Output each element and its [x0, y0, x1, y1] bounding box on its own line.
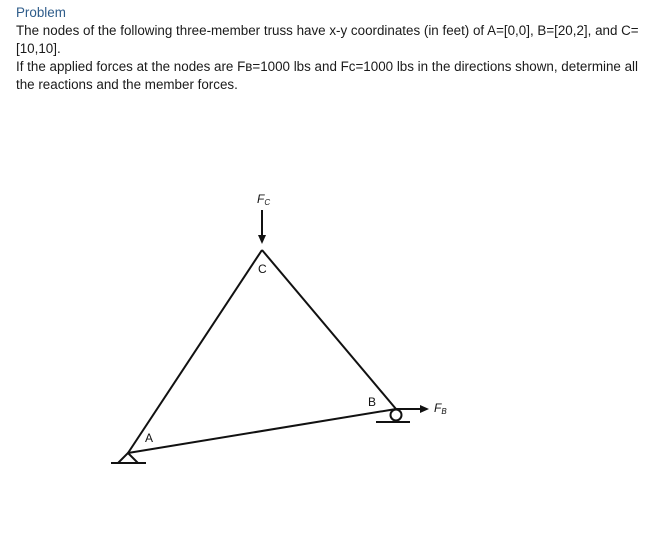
node-b-label: B — [368, 395, 377, 409]
problem-text-coordinates: The nodes of the following three-member truss have x-y coordinates (in feet) of A=[0,0], B=[20,2], and C=[10,10]. — [16, 23, 639, 56]
pin-support-a — [111, 453, 146, 463]
force-c-arrow — [258, 210, 266, 244]
problem-heading: Problem — [16, 5, 66, 20]
node-a-label: A — [145, 431, 154, 445]
node-c-label: C — [258, 262, 267, 276]
problem-text-forces: If the applied forces at the nodes are Fʙ=1000 lbs and Fᴄ=1000 lbs in the directions shown, determine all the reactions and the member forces. — [16, 59, 638, 92]
member-ab — [128, 409, 396, 453]
member-ac — [128, 250, 262, 453]
member-cb — [262, 250, 396, 409]
force-b-label: FB — [434, 401, 447, 416]
force-c-label: FC — [257, 192, 271, 207]
